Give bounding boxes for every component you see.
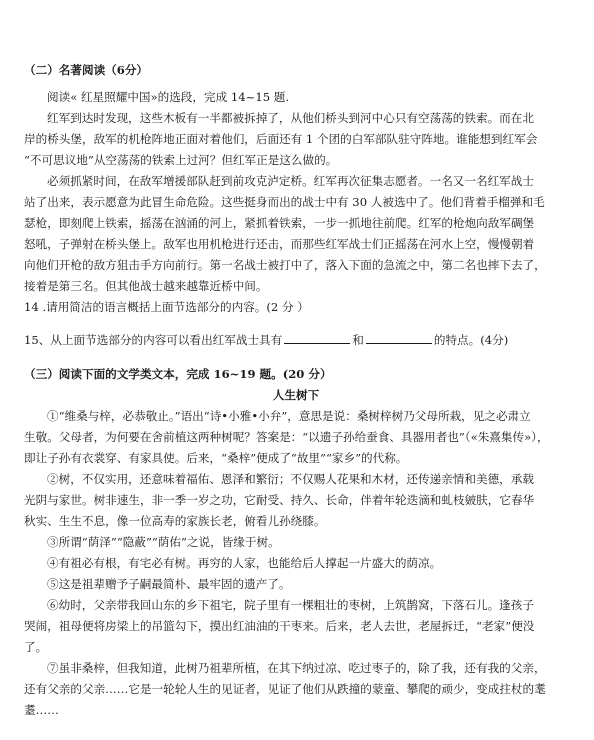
text-line: 怒吼，子弹射在桥头堡上。敌军也用机枪进行还击，而那些红军战士们正摇荡在河水上空，慢慢朝着 [24,237,535,251]
text-line: ②树，不仅实用，还意味着福佑、恩泽和繁衍；不仅赐人花果和木材，还传递亲情和美德，承载 [47,472,534,486]
question-15-text-after: 的特点。(4分) [433,333,509,347]
text-line: ⑦虽非桑梓，但我知道，此树乃祖辈所植，在其下纳过凉、吃过枣子的，除了我，还有我的父亲， [47,661,546,675]
text-line: 了。 [24,640,48,654]
text-line: 生敬。父母者，为何要在舍前植这两种树呢？答案是：“以遗子孙给蚕食、具器用者也”（«朱熹集传»）， [24,430,549,444]
text-line: 向他们开枪的敌方狙击手方向前行。第一名战士被打中了，落入下面的急流之中，第二名也摔下去了， [24,258,546,272]
section2-heading: （二）名著阅读（6分） [24,63,149,77]
text-line: 光阴与家世。树非速生，非一季一岁之功，它耐受、持久、长命，伴着年轮迭滴和虬枝皴肤，它春华 [24,493,535,507]
article-title: 人生树下 [272,388,320,402]
text-line: 即让子孙有衣裳穿、有家具使。后来，“桑梓”便成了“故里”“家乡”的代称。 [24,451,408,465]
text-line: 站了出来，表示愿意为此冒生命危险。这些挺身而出的战士中有 30 人被选中了。他们背着手榴弹和毛 [24,195,545,209]
text-line: 岸的桥头堡，敌军的机枪阵地正面对着他们，后面还有 1 个团的白军部队驻守阵地。谁能想到红军会 [24,132,538,146]
question-15-text-middle: 和 [352,333,364,347]
text-line: 秋实、生生不息，像一位高寿的家族长老，俯看儿孙绕膝。 [24,514,326,528]
text-line: ⑤这是祖辈赠予子嗣最简朴、最牢固的遗产了。 [47,577,291,591]
article-paragraph-7 [24,658,568,721]
article-paragraph-5 [24,574,568,595]
question-15-text-before: 15、从上面节选部分的内容可以看出红军战士具有 [24,333,283,347]
question-15 [24,330,568,351]
text-line: “不可思议地”从空荡荡的铁索上过河？但红军正是这么做的。 [24,153,338,167]
text-line: 必须抓紧时间，在敌军增援部队赶到前攻克泸定桥。红军再次征集志愿者。一名又一名红军战士 [47,174,534,188]
answer-blank-1[interactable] [284,331,350,344]
article-paragraph-3 [24,532,568,553]
answer-blank-2[interactable] [366,331,432,344]
article-paragraph-6 [24,595,568,658]
section3-heading: （三）阅读下面的文学类文本，完成 16~19 题。(20 分） [24,367,332,381]
section2-paragraph-1 [24,108,568,171]
text-line: ④有祖必有根，有宅必有树。再穷的人家，也能给后人撑起一片盛大的荫凉。 [47,556,442,570]
article-paragraph-1 [24,406,568,469]
section2-paragraph-2 [24,171,568,297]
section2-intro: 阅读« 红星照耀中国»的选段，完成 14~15 题. [47,90,290,104]
text-line: 接着是第三名。但其他战士越来越靠近桥中间。 [24,279,268,293]
article-paragraph-4 [24,553,568,574]
text-line: 耋…… [24,703,59,717]
text-line: 哭闹，祖母便将房梁上的吊篮勾下，摸出红油油的干枣来。后来，老人去世，老屋拆迁，“老家”便没 [24,619,535,633]
question-14: 14 .请用简洁的语言概括上面节选部分的内容。(2 分 ） [24,300,309,314]
text-line: 红军到达时发现，这些木板有一半都被拆掉了，从他们桥头到河中心只有空荡荡的铁索。而在北 [47,111,534,125]
text-line: 还有父亲的父亲……它是一轮轮人生的见证者，见证了他们从跌撞的蒙童、攀爬的顽少，变成拄杖的耄 [24,682,546,696]
article-paragraph-2 [24,469,568,532]
text-line: ⑥幼时，父亲带我回山东的乡下祖宅，院子里有一棵粗壮的枣树，上筑鹊窝，下落石儿。逢孩子 [47,598,534,612]
text-line: ①“维桑与梓，必恭敬止。”语出“诗•小雅•小弁”，意思是说：桑树梓树乃父母所栽，见之必肃立 [47,409,531,423]
text-line: ③所谓“荫泽”“隐蔽”“荫佑”之说，皆缘于树。 [47,535,280,549]
text-line: 瑟枪，即刻爬上铁索，摇荡在汹涌的河上，紧抓着铁索，一步一抓地往前爬。红军的枪炮向敌军碉堡 [24,216,535,230]
